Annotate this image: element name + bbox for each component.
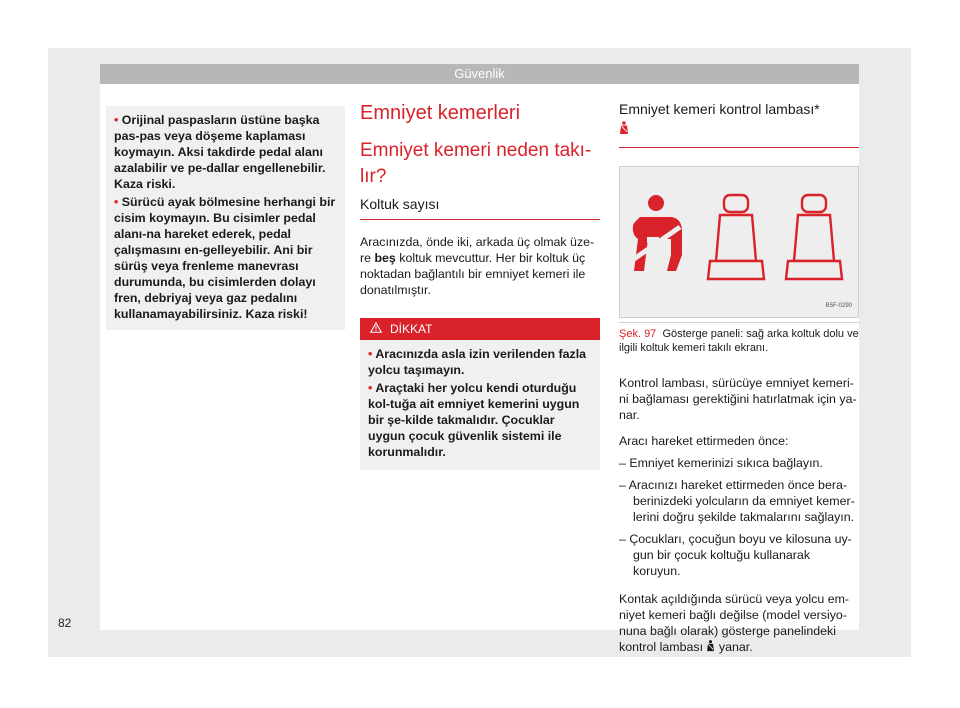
seatbelt-column <box>360 100 600 470</box>
page-header: Güvenlik <box>100 64 859 84</box>
seatbelt-warning-icon <box>619 121 629 135</box>
seat-icon <box>786 195 842 279</box>
seat-occupancy-illustration <box>620 167 858 317</box>
figure-number: Şek. 97 <box>619 328 657 340</box>
subsection-title: Koltuk sayısı <box>360 194 600 220</box>
bullet-icon: • <box>368 347 376 361</box>
warning-column <box>106 106 345 330</box>
figure-code: B5F-0290 <box>825 303 852 309</box>
dashboard-figure <box>619 166 859 318</box>
caution-title: DİKKAT <box>390 322 433 336</box>
chapter-title: Emniyet kemerleri <box>360 102 521 124</box>
caution-item: • Araçtaki her yolcu kendi oturduğu kol-tuğa ait emniyet kemerini uygun bir şe-kilde takmalıdır. Çocuklar uygun çocuk güvenlik sistemi ile korunmalıdır. <box>368 381 580 459</box>
body-paragraph: Kontak açıldığında sürücü veya yolcu em-niyet kemeri bağlı değilse (model versiyo-nuna bağlı olarak) gösterge panelindeki kontrol lambası yanar. <box>619 592 850 654</box>
list-item: – Çocukları, çocuğun boyu ve kilosuna uy-gun bir çocuk koltuğu kullanarak koruyun. <box>619 532 852 578</box>
list-item: – Aracınızı hareket ettirmeden önce bera-berinizdeki yolcuların da emniyet kemer-lerini doğru şekilde takmalarını sağlayın. <box>619 478 855 524</box>
warning-box <box>106 106 345 330</box>
body-paragraph: Kontrol lambası, sürücüye emniyet kemeri-ni bağlaması gerektiğini hatırlatmak için ya-nar. <box>619 376 857 422</box>
section-title: Emniyet kemeri neden takı-lır? <box>360 140 592 187</box>
caution-header <box>360 318 600 340</box>
warning-item: • Sürücü ayak bölmesine herhangi bir cisim koymayın. Bu cisimler pedal alanı-na hareket ederek, pedal çalışmasını en-gelleyebilir. Ani bir sürüş veya frenleme manevrası durumunda, bu cisimlerden dolayı fren, debriyaj veya gaz pedalını kullanamayabilirsiniz. Kaza riski! <box>114 195 336 321</box>
seat-icon <box>708 195 764 279</box>
control-lamp-column <box>619 100 859 655</box>
bullet-icon: • <box>114 195 122 209</box>
warning-item: • Orijinal paspasların üstüne başka pas-pas veya döşeme kaplaması koymayın. Aksi takdirde pedal alanı azalabilir ve pe-dallar engellenebilir. Kaza riski. <box>114 113 326 191</box>
caution-box <box>360 318 600 470</box>
bullet-icon: • <box>114 113 122 127</box>
caution-item: • Aracınızda asla izin verilenden fazla yolcu taşımayın. <box>368 347 587 377</box>
body-paragraph: Aracı hareket ettirmeden önce: <box>619 434 789 448</box>
caution-body <box>360 340 600 470</box>
list-item: – Emniyet kemerinizi sıkıca bağlayın. <box>619 456 823 470</box>
control-lamp-title: Emniyet kemeri kontrol lambası* <box>619 100 859 148</box>
seatbelt-person-icon <box>633 195 682 271</box>
body-paragraph: Aracınızda, önde iki, arkada üç olmak üze-re beş koltuk mevcuttur. Her bir koltuk üç noktadan bağlantılı bir emniyet kemeri ile donatılmıştır. <box>360 235 595 297</box>
page-number: 82 <box>58 616 72 630</box>
figure-caption: Şek. 97 Gösterge paneli: sağ arka koltuk dolu ve ilgili koltuk kemeri takılı ekranı. <box>619 322 859 355</box>
warning-triangle-icon <box>370 318 382 340</box>
bullet-icon: • <box>368 381 376 395</box>
